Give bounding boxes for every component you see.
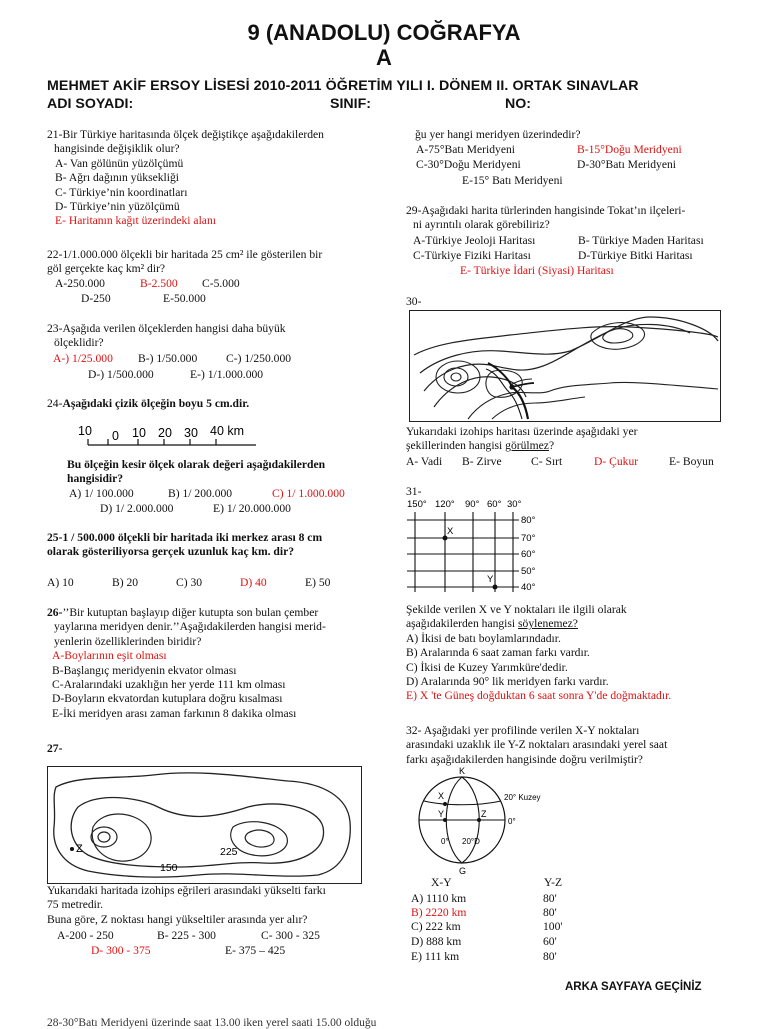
question-28-continued: ğu yer hangi meridyen üzerindedir? A-75°Batı Meridyeni B-15°Doğu Meridyeni C-30°Doğu Meridyeni D-30°Batı Meridyeni E-15° Batı Meridyeni	[415, 128, 682, 187]
q32-globe-profile	[405, 764, 555, 878]
q29-option-e-answer: E- Türkiye İdari (Siyasi) Haritası	[460, 264, 614, 277]
point-y-label: Y	[487, 574, 494, 585]
q32-option-c-yz: 100'	[543, 920, 563, 933]
question-26: 26-’’Bir kutuptan başlayıp diğer kutupta son bulan çember yaylarına meridyen denir.’’Aşağıdakilerden hangisi merid- yenlerin özelliklerinden biridir? A-Boylarının eşit olması B-Başlangıç meridyenin ekvator olması C-Aralarındaki uzaklığın her yerde 111 km olması D-Boyların ekvatordan kutuplara doğru kısalması E-İki meridyen arası zaman farkının 8 dakika olması	[47, 606, 387, 721]
q24-option-d: D) 1/ 2.000.000	[100, 502, 174, 515]
question-21: 21-Bir Türkiye haritasında ölçek değiştikçe aşağıdakilerden hangisinde değişiklik olur? A- Van gölünün yüzölçümü B- Ağrı dağının yüksekliği C- Türkiye’nin koordinatları D- Türkiye’nin yüzölçümü E- Haritanın kağıt üzerindeki alanı	[47, 128, 387, 229]
q25-option-e: E) 50	[305, 576, 331, 589]
lat-label: 50°	[521, 566, 536, 577]
page-title: 9 (ANADOLU) COĞRAFYA	[247, 20, 521, 45]
lat-label: 60°	[521, 549, 536, 560]
q21-option-d: D- Türkiye’nin yüzölçümü	[55, 200, 180, 214]
no-label: NO:	[505, 96, 532, 112]
question-27: Yukarıdaki haritada izohips eğrileri arasındaki yükselti farkı 75 metredir. Buna göre, Z noktası hangi yükseltiler arasında yer alır? A-200 - 250 B- 225 - 300 C- 300 - 325 D- 300 - 375 E- 375 – 425	[47, 884, 326, 957]
q21-option-b: B- Ağrı dağının yüksekliği	[55, 171, 179, 185]
q27-contour-map	[47, 766, 362, 884]
q26-option-b: B-Başlangıç meridyenin ekvator olması	[52, 663, 237, 677]
line-scale-figure	[78, 420, 278, 454]
scale-label: 30	[184, 426, 198, 440]
contour-label-150: 150	[160, 862, 178, 874]
globe-e20-label: 20°D	[462, 837, 480, 846]
scale-label: 10	[78, 424, 92, 438]
q32-option-c: C) 222 km	[411, 920, 461, 933]
q31-coordinate-grid	[405, 496, 555, 600]
q29-option-d: D-Türkiye Bitki Haritası	[578, 249, 693, 262]
scale-label: 20	[158, 426, 172, 440]
q23-option-a-answer: A-) 1/25.000	[53, 352, 113, 365]
q31-option-d: D) Aralarında 90° lik meridyen farkı vardır.	[406, 675, 609, 689]
q23-option-e: E-) 1/1.000.000	[190, 368, 264, 381]
q32-option-d-yz: 60'	[543, 935, 557, 948]
question-23: 23-Aşağıda verilen ölçeklerden hangisi daha büyük ölçeklidir? A-) 1/25.000 B-) 1/50.000 C-) 1/250.000 D-) 1/500.000 E-) 1/1.000.000	[47, 322, 292, 381]
lon-label: 120°	[435, 499, 455, 510]
q22-option-d: D-250	[81, 292, 111, 305]
q23-option-d: D-) 1/500.000	[88, 368, 154, 381]
q31-option-e-answer: E) X 'te Güneş doğduktan 6 saat sonra Y'de doğmaktadır.	[406, 689, 672, 703]
globe-eq0-label: 0°	[508, 817, 516, 826]
class-label: SINIF:	[330, 96, 371, 112]
q27-option-e: E- 375 – 425	[225, 944, 286, 957]
scale-label: 40 km	[210, 424, 245, 438]
lat-label: 40°	[521, 582, 536, 593]
q28-option-e: E-15° Batı Meridyeni	[462, 174, 563, 187]
q31-option-c: C) İkisi de Kuzey Yarımküre'dedir.	[406, 660, 568, 674]
q30-option-c: C- Sırt	[531, 455, 563, 468]
q30-option-d-answer: D- Çukur	[594, 455, 639, 468]
q27-option-c: C- 300 - 325	[261, 929, 320, 942]
q28-option-b-answer: B-15°Doğu Meridyeni	[577, 143, 682, 156]
q28-option-d: D-30°Batı Meridyeni	[577, 158, 676, 171]
q25-option-c: C) 30	[176, 576, 203, 589]
question-24: Bu ölçeğin kesir ölçek olarak değeri aşağıdakilerden hangisidir? A) 1/ 100.000 B) 1/ 200.000 C) 1/ 1.000.000 D) 1/ 2.000.000 E) 1/ 20.000.000	[67, 458, 345, 515]
q21-option-c: C- Türkiye’nin koordinatları	[55, 185, 188, 199]
q26-option-c: C-Aralarındaki uzaklığın her yerde 111 km olması	[52, 678, 286, 692]
question-30-number: 30-	[406, 295, 422, 308]
q23-option-b: B-) 1/50.000	[138, 352, 198, 365]
q26-option-e: E-İki meridyen arası zaman farkının 8 dakika olması	[52, 706, 297, 720]
question-31-number: 31-	[406, 485, 422, 498]
lon-label: 30°	[507, 499, 522, 510]
question-31: Şekilde verilen X ve Y noktaları ile ilgili olarak aşağıdakilerden hangisi söylenemez? A) İkisi de batı boylamlarındadır. B) Aralarında 6 saat zaman farkı vardır. C) İkisi de Kuzey Yarımküre'dedir. D) Aralarında 90° lik meridyen farkı vardır. E) X 'te Güneş doğduktan 6 saat sonra Y'de doğmaktadır.	[406, 603, 756, 704]
student-fields	[47, 96, 647, 114]
q25-option-d-answer: D) 40	[240, 576, 267, 589]
q24-option-a: A) 1/ 100.000	[69, 487, 134, 500]
q30-contour-map	[409, 310, 721, 422]
q30-option-b: B- Zirve	[462, 455, 502, 468]
scale-label: 0	[112, 429, 119, 443]
q32-option-b-answer: B) 2220 km	[411, 906, 467, 919]
q22-option-e: E-50.000	[163, 292, 206, 305]
q30-option-a: A- Vadi	[406, 455, 443, 468]
q21-option-a: A- Van gölünün yüzölçümü	[55, 156, 184, 170]
q24-option-e: E) 1/ 20.000.000	[213, 502, 291, 515]
q24-option-c-answer: C) 1/ 1.000.000	[272, 487, 345, 500]
q22-option-b-answer: B-2.500	[140, 277, 178, 290]
question-25: 25-1 / 500.000 ölçekli bir haritada iki merkez arası 8 cm olarak gösteriliyorsa gerçek uzunluk kaç km. dir? A) 10 B) 20 C) 30 D) 40 E) 50	[47, 531, 331, 589]
next-page-note: ARKA SAYFAYA GEÇİNİZ	[565, 981, 702, 993]
scale-label: 10	[132, 426, 146, 440]
q21-option-e-answer: E- Haritanın kağıt üzerindeki alanı	[55, 214, 216, 228]
cut-off-text: 28-30°Batı Meridyeni üzerinde saat 13.00 iken yerel saati 15.00 olduğu	[47, 1017, 377, 1029]
question-24-stem: 24-Aşağıdaki çizik ölçeğin boyu 5 cm.dir.	[47, 397, 250, 410]
globe-m0-label: 0°	[441, 837, 449, 846]
lon-label: 90°	[465, 499, 480, 510]
exam-group: A	[376, 45, 392, 70]
globe-k-label: K	[459, 766, 466, 776]
globe-z-label: Z	[481, 809, 487, 819]
q32-option-e-yz: 80'	[543, 950, 557, 963]
q26-option-a-answer: A-Boylarının eşit olması	[52, 649, 167, 663]
q32-answer-table	[406, 876, 606, 966]
question-32: 32- Aşağıdaki yer profilinde verilen X-Y noktaları arasındaki uzaklık ile Y-Z noktaları arasındaki yerel saat farkı aşağıdakilerden hangisinde doğru verilmiştir?	[406, 724, 668, 766]
q32-option-a-yz: 80'	[543, 892, 557, 905]
q24-option-b: B) 1/ 200.000	[168, 487, 233, 500]
q32-option-b-yz: 80'	[543, 906, 557, 919]
q29-option-c: C-Türkiye Fiziki Haritası	[413, 249, 531, 262]
q23-option-c: C-) 1/250.000	[226, 352, 292, 365]
q27-option-d-answer: D- 300 - 375	[91, 944, 151, 957]
question-22: 22-1/1.000.000 ölçekli bir haritada 25 cm² ile gösterilen bir göl gerçekte kaç km² dir? A-250.000 B-2.500 C-5.000 D-250 E-50.000	[47, 248, 323, 305]
header-xy: X-Y	[431, 876, 452, 889]
q22-option-a: A-250.000	[55, 277, 105, 290]
q31-option-b: B) Aralarında 6 saat zaman farkı vardır.	[406, 646, 590, 660]
q32-option-d: D) 888 km	[411, 935, 462, 948]
q25-option-b: B) 20	[112, 576, 139, 589]
lon-label: 150°	[407, 499, 427, 510]
globe-north20-label: 20° Kuzey	[504, 793, 541, 802]
question-29: 29-Aşağıdaki harita türlerinden hangisinde Tokat’ın ilçeleri- ni ayrıntılı olarak görebiliriz? A-Türkiye Jeoloji Haritası B- Türkiye Maden Haritası C-Türkiye Fiziki Haritası D-Türkiye Bitki Haritası E- Türkiye İdari (Siyasi) Haritası	[406, 204, 704, 277]
lat-label: 70°	[521, 533, 536, 544]
q27-option-b: B- 225 - 300	[157, 929, 216, 942]
globe-x-label: X	[438, 791, 445, 801]
q29-option-b: B- Türkiye Maden Haritası	[578, 234, 704, 247]
q25-option-a: A) 10	[47, 576, 74, 589]
q32-option-e: E) 111 km	[411, 950, 460, 963]
q22-option-c: C-5.000	[202, 277, 240, 290]
name-label: ADI SOYADI:	[47, 96, 134, 112]
q30-option-e: E- Boyun	[669, 455, 714, 468]
q29-option-a: A-Türkiye Jeoloji Haritası	[413, 234, 536, 247]
q28-option-a: A-75°Batı Meridyeni	[416, 143, 515, 156]
q31-option-a: A) İkisi de batı boylamlarındadır.	[406, 631, 561, 645]
question-30: Yukarıdaki izohips haritası üzerinde aşağıdaki yer şekillerinden hangisi görülmez? A- Vadi B- Zirve C- Sırt D- Çukur E- Boyun	[406, 425, 714, 468]
point-z-label: Z	[76, 843, 83, 855]
q32-option-a: A) 1110 km	[411, 892, 467, 905]
contour-label-225: 225	[220, 846, 238, 858]
point-x-label: X	[447, 526, 454, 537]
globe-y-label: Y	[438, 809, 445, 819]
lon-label: 60°	[487, 499, 502, 510]
school-line: MEHMET AKİF ERSOY LİSESİ 2010-2011 ÖĞRETİM YILI I. DÖNEM II. ORTAK SINAVLAR	[47, 78, 639, 94]
q28-option-c: C-30°Doğu Meridyeni	[416, 158, 521, 171]
header-yz: Y-Z	[544, 876, 563, 889]
globe-g-label: G	[459, 866, 467, 876]
q26-option-d: D-Boyların ekvatordan kutuplara doğru kısalması	[52, 692, 283, 706]
q27-option-a: A-200 - 250	[57, 929, 114, 942]
question-27-number: 27-	[47, 742, 63, 755]
lat-label: 80°	[521, 515, 536, 526]
